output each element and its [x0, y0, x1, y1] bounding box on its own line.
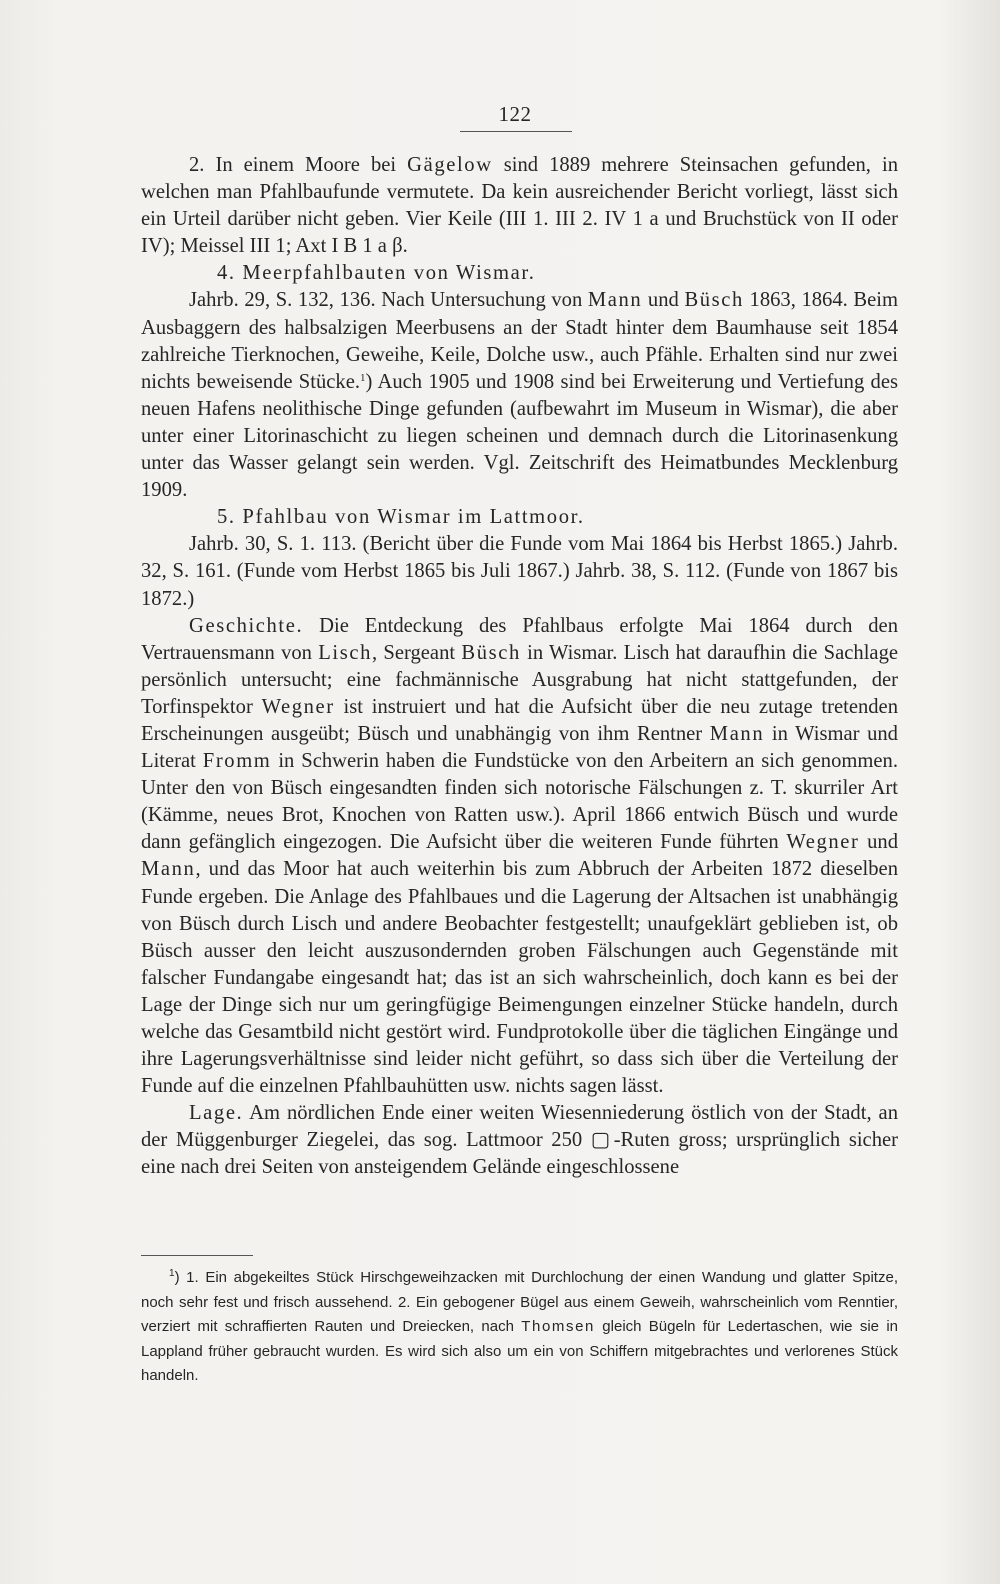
person-name: Lisch — [318, 641, 372, 664]
person-name: Wegner — [261, 695, 335, 718]
text-run: ist instruiert und hat die Aufsicht über die neu zutage tretenden Erscheinungen ausgeübt; Büsch und unabhängig von ihm Rentner — [141, 695, 898, 745]
text-run: , und das Moor hat auch weiterhin bis zum Abbruch der Arbeiten 1872 dieselben Funde ergeben. Die Anlage des Pfahlbaues und die Lagerung der Altsachen ist unabhängig von Büsch durch Lisch und andere Beobachter festgestellt; unaufgeklärt geblieben ist, ob Büsch ausser den leicht auszusondernden groben Fälschungen auch Gegenstände mit falscher Fundangabe eingesandt hat; das ist an sich wahrscheinlich, doch kann es bei der Lage der Dinge sich nur um geringfügige Beimengungen einzelner Stücke handeln, durch welche das Gesamtbild nicht gestört wird. Fundprotokolle über die täglichen Eingänge und ihre Lagerungsverhältnisse sind leider nicht geführt, so dass sich über die Verteilung der Funde auf die einzelnen Pfahlbauhütten usw. nichts sagen lässt. — [141, 858, 898, 1098]
page-number: 122 — [498, 102, 532, 126]
paragraph-lage — [141, 1100, 898, 1181]
page-number-rule — [460, 131, 572, 132]
person-name: Büsch — [684, 289, 744, 312]
person-name: Mann — [141, 858, 196, 881]
section-heading-4: 4. Meerpfahlbauten von Wismar. — [217, 262, 536, 285]
text-run: Die Entdeckung des Pfahlbaus erfolgte Mai 1864 durch den Vertrauensmann von — [141, 614, 898, 664]
person-name: Wegner — [786, 831, 860, 854]
paragraph-label: Geschichte. — [189, 614, 304, 637]
paragraph-gaegelow — [141, 152, 898, 260]
person-name: Mann — [709, 722, 765, 745]
person-name: Büsch — [461, 641, 521, 664]
text-run: , Sergeant — [372, 641, 462, 664]
footnote-reference: 1 — [360, 371, 366, 384]
person-name: Fromm — [202, 750, 272, 773]
text-run: und — [859, 831, 898, 854]
section-heading-5: 5. Pfahlbau von Wismar im Lattmoor. — [217, 506, 585, 529]
text-run: ) Auch 1905 und 1908 sind bei Erweiterung und Vertiefung des neuen Hafens neolithische Dinge gefunden (aufbewahrt im Museum in Wismar), die aber unter einer Litorinaschicht zu liegen scheinen und demnach durch die Litorinasenkung unter das Wasser gelangt sein werden. Vgl. Zeitschrift des Heimatbundes Mecklenburg 1909. — [141, 370, 898, 502]
place-name: Gägelow — [407, 154, 493, 176]
paragraph-geschichte — [141, 613, 898, 1101]
text-run: Jahrb. 29, S. 132, 136. Nach Untersuchung von — [189, 289, 588, 312]
text-run: in Schwerin haben die Fundstücke von den Arbeitern an sich genommen. Unter den von Büsch eingesandten finden sich notorische Fälschungen z. T. skurriler Art (Kämme, neues Brot, Knochen von Ratten usw.). April 1866 entwich Büsch und wurde dann gefänglich eingezogen. Die Aufsicht über die weiteren Funde führten — [141, 750, 898, 854]
footnote-mark: 1 — [169, 1268, 175, 1279]
text-run: in Wismar. Lisch hat daraufhin die Sachlage persönlich untersucht; eine fachmännische Ausgrabung hat nicht stattgefunden, der Torfinspektor — [141, 641, 899, 718]
text-run: 1863, 1864. Beim Ausbaggern des halbsalzigen Meerbusens an der Stadt hinter dem Baumhause seit 1854 zahlreiche Tierknochen, Geweihe, Keile, Dolche usw., auch Pfähle. Erhalten sind nur zwei nichts beweisende Stücke. — [141, 289, 899, 393]
footnote-rule — [141, 1255, 253, 1256]
text-run: ) 1. Ein abgekeiltes Stück Hirschgeweihzacken mit Durchlochung der einen Wandung und glatter Spitze, noch sehr fest und frisch aussehend. 2. Ein gebogener Bügel aus einem Geweih, wahrscheinlich vom Renntier, verziert mit schraffierten Rauten und Dreiecken, nach — [141, 1269, 898, 1335]
paragraph-meerpfahlbauten — [141, 287, 898, 504]
text-run: Am nördlichen Ende einer weiten Wiesenniederung östlich von der Stadt, an der Müggenburger Ziegelei, das sog. Lattmoor 250 — [141, 1102, 898, 1152]
text-run: in Wismar und Literat — [141, 722, 898, 773]
person-name: Thomsen — [521, 1318, 595, 1335]
text-run: gleich Bügeln für Ledertaschen, wie sie in Lappland früher gebraucht wurden. Es wird sich also um ein von Schiffern mitgebrachtes und verlorenes Stück handeln. — [141, 1318, 898, 1384]
text-run: sind 1889 mehrere Steinsachen gefunden, in welchen man Pfahlbaufunde vermutete. Da kein ausreichender Bericht vorliegt, lässt sich ein Urteil darüber nicht geben. Vier Keile (III 1. III 2. IV 1 a und Bruchstück von II oder IV); Meissel III 1; Axt I B 1 a β. — [141, 154, 898, 258]
square-unit-symbol: ▢ — [590, 1129, 614, 1152]
text-run: 2. In einem Moore bei — [189, 154, 408, 176]
person-name: Mann — [587, 289, 643, 312]
text-run: -Ruten gross; ursprünglich sicher eine nach drei Seiten von ansteigendem Gelände eingeschlossene — [141, 1129, 898, 1179]
text-run: und — [642, 289, 685, 312]
paragraph-label: Lage. — [189, 1102, 244, 1125]
footnote — [141, 1266, 898, 1389]
body-text — [141, 152, 898, 1182]
paragraph-references: Jahrb. 30, S. 1. 113. (Bericht über die Funde vom Mai 1864 bis Herbst 1865.) Jahrb. 32, S. 161. (Funde vom Herbst 1865 bis Juli 1867.) Jahrb. 38, S. 112. (Funde von 1867 bis 1872.) — [141, 533, 898, 610]
